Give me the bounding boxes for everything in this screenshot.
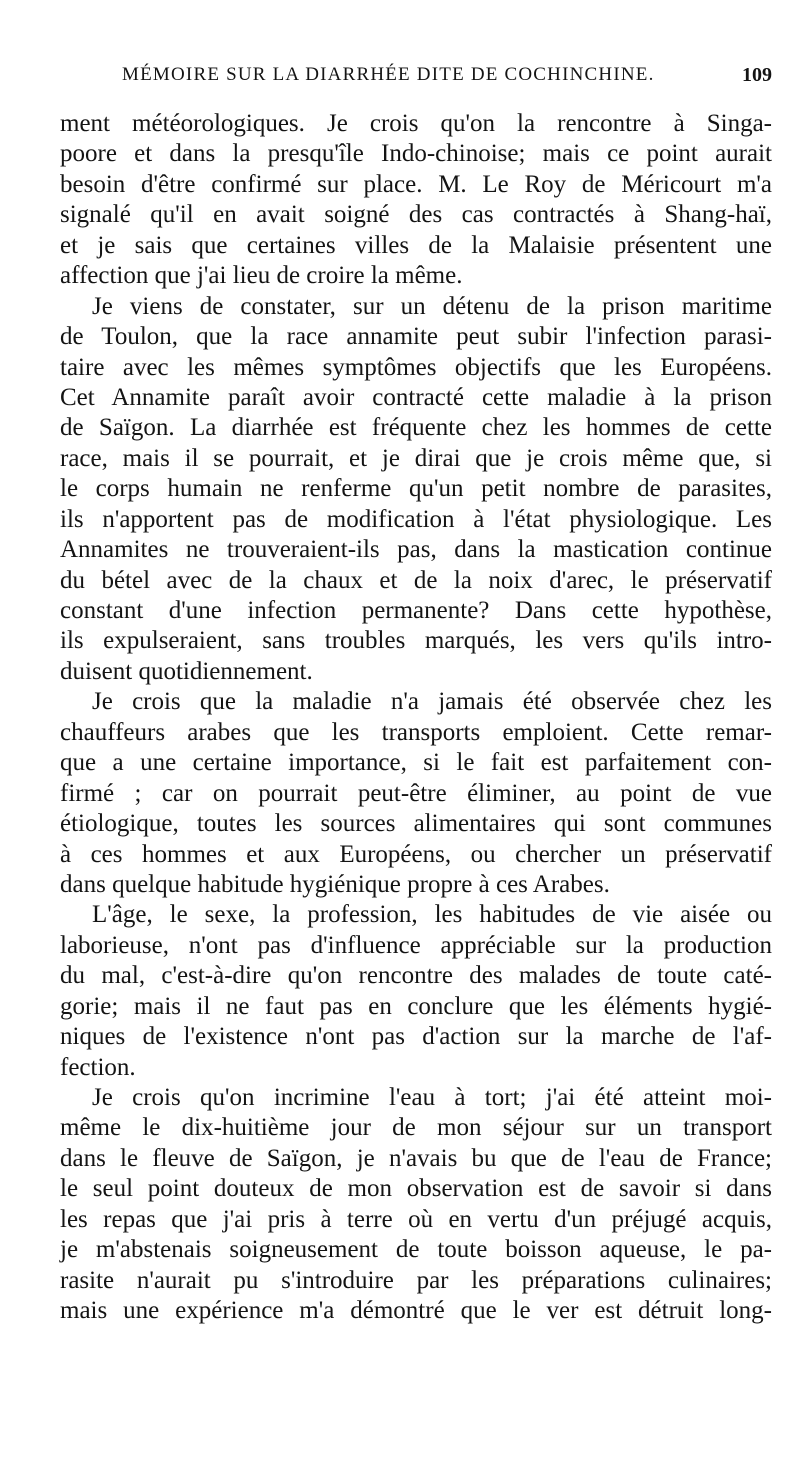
text-line: et je sais que certaines villes de la Malaisie présentent une [60,231,772,259]
page-number: 109 [742,64,772,86]
body-text [60,109,772,1327]
text-line: étiologique, toutes les sources alimentaires qui sont communes [60,810,772,838]
text-line: taire avec les mêmes symptômes objectifs que les Européens. [60,353,772,381]
text-line: je m'abstenais soigneusement de toute boisson aqueuse, le pa- [60,1236,772,1264]
paragraph [60,1083,772,1327]
running-head [60,64,772,94]
text-line: de Toulon, que la race annamite peut subir l'infection parasi- [60,323,772,351]
text-line: signalé qu'il en avait soigné des cas contractés à Shang-haï, [60,201,772,229]
text-line: constant d'une infection permanente? Dans cette hypothèse, [60,597,772,624]
text-line: de Saïgon. La diarrhée est fréquente chez les hommes de cette [60,414,772,442]
text-line: Je crois que la maladie n'a jamais été observée chez les [92,688,772,716]
text-line: mais une expérience m'a démontré que le ver est détruit long- [60,1297,772,1325]
text-line: ils expulseraient, sans troubles marqués, les vers qu'ils intro- [60,627,772,655]
text-line: L'âge, le sexe, la profession, les habitudes de vie aisée ou [92,901,772,929]
text-line: laborieuse, n'ont pas d'influence appréciable sur la production [60,931,772,959]
text-line: même le dix-huitième jour de mon séjour sur un transport [60,1114,772,1142]
text-line: ment météorologiques. Je crois qu'on la rencontre à Singa- [60,110,772,137]
text-line: Je crois qu'on incrimine l'eau à tort; j'ai été atteint moi- [92,1084,772,1111]
text-line: Je viens de constater, sur un détenu de la prison maritime [92,292,772,320]
text-line: rasite n'aurait pu s'introduire par les préparations culinaires; [60,1266,772,1294]
text-line: du bétel avec de la chaux et de la noix d'arec, le préservatif [60,566,772,594]
text-line: firmé ; car on pourrait peut-être éliminer, au point de vue [60,779,772,807]
text-line: à ces hommes et aux Européens, ou chercher un préservatif [60,840,772,868]
text-line: chauffeurs arabes que les transports emploient. Cette remar- [60,718,772,746]
paragraph [60,109,772,292]
text-line: le seul point douteux de mon observation est de savoir si dans [60,1175,772,1203]
text-line: dans le fleuve de Saïgon, je n'avais bu que de l'eau de France; [60,1144,772,1172]
text-line: ils n'apportent pas de modification à l'état physiologique. Les [60,505,772,533]
text-line: poore et dans la presqu'île Indo-chinoise; mais ce point aurait [60,140,772,168]
text-line: gorie; mais il ne faut pas en conclure que les éléments hygié- [60,992,772,1020]
paragraph [60,292,772,688]
text-line: Cet Annamite paraît avoir contracté cette maladie à la prison [60,383,772,411]
text-line: que a une certaine importance, si le fait est parfaitement con- [60,749,772,777]
text-line: duisent quotidiennement. [60,657,313,685]
paragraph [60,687,772,900]
text-line: niques de l'existence n'ont pas d'action sur la marche de l'af- [60,1023,772,1051]
text-line: race, mais il se pourrait, et je dirai que je crois même que, si [60,444,772,472]
text-line: du mal, c'est-à-dire qu'on rencontre des malades de toute caté- [60,962,772,990]
text-line: le corps humain ne renferme qu'un petit nombre de parasites, [60,475,772,503]
text-line: fection. [60,1053,136,1081]
text-line: besoin d'être confirmé sur place. M. Le Roy de Méricourt m'a [60,170,772,198]
running-title: MÉMOIRE SUR LA DIARRHÉE DITE DE COCHINCHINE. [122,64,655,85]
paragraph [60,900,772,1083]
text-line: les repas que j'ai pris à terre où en vertu d'un préjugé acquis, [60,1205,772,1233]
text-line: dans quelque habitude hygiénique propre à ces Arabes. [60,870,610,898]
text-line: Annamites ne trouveraient-ils pas, dans la mastication continue [60,536,772,564]
text-line: affection que j'ai lieu de croire la même. [60,262,463,290]
